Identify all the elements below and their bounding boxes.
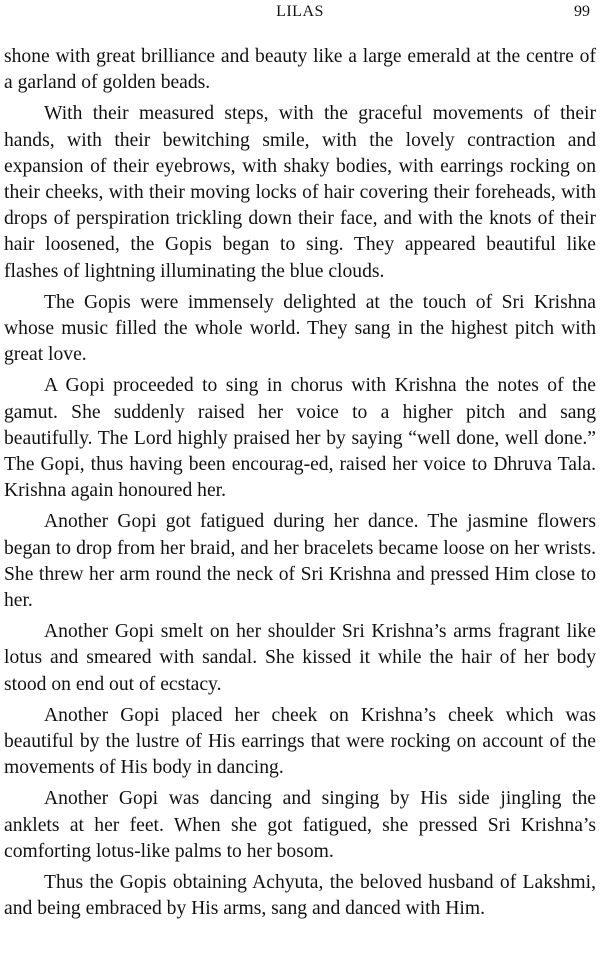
paragraph-gopis-delighted: The Gopis were immensely delighted at the touch of Sri Krishna whose music filled the whole world. They sang in the highest pitch with great love. [4,291,596,366]
page-number: 99 [574,3,590,20]
paragraph-continuation: shone with great brilliance and beauty like a large emerald at the centre of a garland of golden beads. [4,46,596,94]
page-header [0,3,600,25]
paragraph-gopi-chorus: A Gopi proceeded to sing in chorus with Krishna the notes of the gamut. She suddenly raised her voice to a higher pitch and sang beautifully. The Lord highly praised her by saying “well done, well done.” The Gopi, thus having been encourag-ed, raised her voice to Dhruva Tala. Krishna again honoured her. [4,375,596,502]
page-body [4,44,596,928]
paragraph-gopi-anklets: Another Gopi was dancing and singing by His side jingling the anklets at her feet. When she got fatigued, she pressed Sri Krishna’s comforting lotus-like palms to her bosom. [4,788,596,862]
paragraph-gopi-shoulder: Another Gopi smelt on her shoulder Sri Krishna’s arms fragrant like lotus and smeared with sandal. She kissed it while the hair of her body stood on end out of ecstacy. [4,621,596,695]
paragraph-gopis-achyuta: Thus the Gopis obtaining Achyuta, the beloved husband of Lakshmi, and being embraced by His arms, sang and danced with Him. [4,872,596,920]
paragraph-gopi-cheek: Another Gopi placed her cheek on Krishna’s cheek which was beautiful by the lustre of His earrings that were rocking on account of the movements of His body in dancing. [4,704,596,779]
paragraph-gopis-sing: With their measured steps, with the graceful movements of their hands, with their bewitching smile, with the lovely contraction and expansion of their eyebrows, with shaky bodies, with earrings rocking on their cheeks, with their moving locks of hair covering their foreheads, with drops of perspiration trickling down their face, and with the knots of their hair loosened, the Gopis began to sing. They appeared beautiful like flashes of lightning illuminating the blue clouds. [4,103,596,282]
paragraph-gopi-fatigued: Another Gopi got fatigued during her dance. The jasmine flowers began to drop from her braid, and her bracelets became loose on her wrists. She threw her arm round the neck of Sri Krishna and pressed Him close to her. [4,511,596,612]
running-title: LILAS [276,3,324,20]
